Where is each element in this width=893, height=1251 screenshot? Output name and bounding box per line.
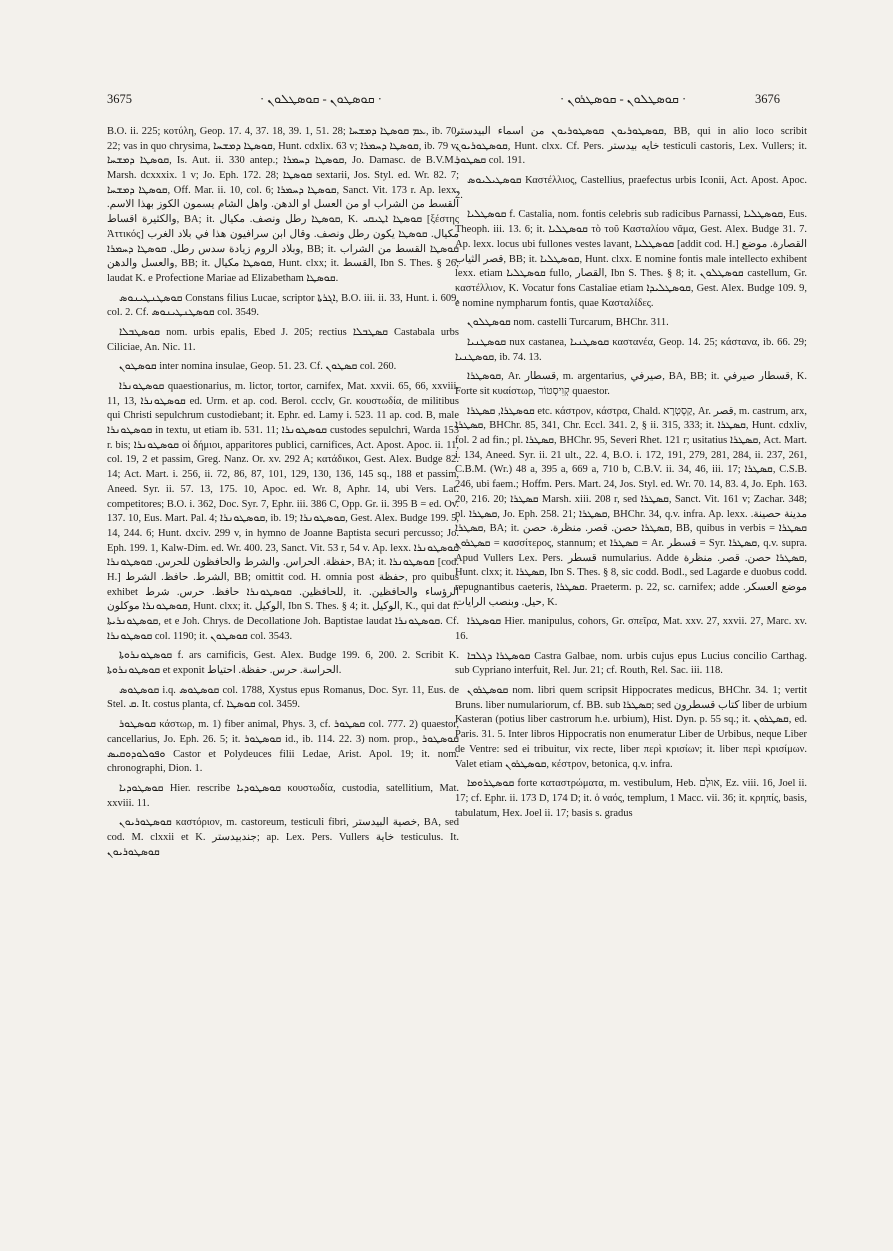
left-entry: ܩܘܣܛܢܛܝܢܘܣ Constans filius Lucae, scriptor ܐܓܪܬܐ, B.O. iii. ii. 33, Hunt. i. 609, col. 2. Cf. ܩܘܣܛܢܛܝܢܘܣ col. 3549.: [107, 292, 459, 319]
left-entry: ܩܘܣܛܘܕܝܐ Hier. rescribe ܩܘܣܛܘܕܝܐ κουστωδία, custodia, satellitium, Mat. xxviii. 11.: [107, 782, 459, 809]
left-entry: ܩܘܣܛܒܠܐ nom. urbis epalis, Ebed J. 205; rectius ܩܣܛܒܠܐ Castabala urbs Ciliciae, An. Nic. 11.: [107, 326, 459, 353]
left-entry: ܩܘܣܛܘܢܪܐ quaestionarius, m. lictor, tortor, carnifex, Mat. xxvii. 65, 66, xxviii. 11, 13, ܩܘܣܛܘܢܪܐ ed. Urm. et ap. cod. Berol. ccclv, Gr. κουστωδία, de militibus qui Christi sepulchrum custodiebant; it. Ephr. ed. Lamy i. 523. 11 ap. cod. B, male ܩܘܣܛܘܢܪܐ in textu, ut etiam ib. 531. 11; ܩܘܣܛܘܢܪܐ custodes sepulchri, Warda 153 r. bis; ܩܘܣܛܘܢܪܐ οἱ δήμιοι, apparitores publici, carnifices, Act. Apost. Apoc. ii. 11, col. 19, 2 et passim, Greg. Nanz. Or. xv. 292 A; κατάδικοι, Gest. Alex. Budge 82. 14; Act. Mart. i. 256, ii. 72, 86, 87, 101, 129, 130, 136, 145 sq., 188 et passim, Aneed. Syr. ii. 57. 13, 175. 10, Apoc. ed. Wr. 8, Aphr. 14, ubi Vers. Lat. competitores; B.O. i. 362, Doc. Syr. 7, Ephr. iii. 386 C, Opp. Gr. ii. 395 B = ed. Ov. 137. 10, Eus. Mart. Pal. 4; ܩܘܣܛܘܢܪܐ, ib. 19; ܩܘܣܛܘܢܪܐ, Gest. Alex. Budge 199. 5, 14, 244. 6; Hunt. dxciv. 299 v, in hymno de Joanne Baptista securi percusso; Jo. Eph. 199. 1, Kalw-Dim. ed. Wr. 400. 23, Sanct. Vit. 53 r, 54 v. Ap. lexx. ܩܘܣܛܘܢܪܐ حفظة. الحراس. والشرط والحافظون للحرس. ܩܘܣܛܘܢܪܐ, BA; it. ܩܘܣܛܘܢܪܐ [cod. H.] الشرط. حافظ. الشرط, BB; omittit cod. H. omnia post حفظة, pro quibus exhibet للحافظين. ܩܘܣܛܘܢܪܐ حافظ. حرس. شرط, it. الرؤساء والحافظين. ܩܘܣܛܘܢܪܐ موكلون, Hunt. clxx; it. الوكيل, Ibn S. Thes. § 4; it. الوكيل, K., qui dat f. ܩܘܣܛܘܢܪܝܬܐ, et e Joh. Chrys. de Decollatione Joh. Baptistae laudat ܩܘܣܛܘܢܪܐ. Cf. ܩܘܣܛܘܢܪܐ col. 1190; it. ܩܘܣܛܘܢ col. 3543.: [107, 381, 459, 642]
right-running-head: · ܩܘܣܛܠܘܢ - ܩܘܣܛܪܘܢ ·: [560, 92, 687, 106]
right-column: [455, 125, 807, 1225]
right-entry: ܩܘܣܛܠܝܐ f. Castalia, nom. fontis celebris sub radicibus Parnassi, ܩܘܣܛܠܝܐ, Eus. Theoph. iii. 13. 6; it. ܩܘܣܛܠܝܐ τὸ τοῦ Κασταλίου νᾶμα, Gest. Alex. Budge 31. 7. Ap. lexx. locus ubi fullones vestes lavant, ܩܘܣܛܠܝܐ [addit cod. H.] القصارة. موضع قصر الثياب, BB; it. ܩܘܣܛܠܝܐ, Hunt. clxx. E nomine fontis male intellecto exhibent lexx. etiam ܩܘܣܛܠܝܐ fullo, القصار, Ibn S. Thes. § 8; it. ܩܘܣܛܠܘܢ castellum, Gr. καστέλλιον, K. Vocatur fons Castaliae etiam ܩܘܣܛܠܝܕܐ, Gest. Alex. Budge 109. 9, e nomine nympharum fontis, quae Κασταλίδες.: [455, 209, 807, 309]
right-entry: ܩܘܣܛܪܐ, Ar. قسطار, m. argentarius, صيرفي, BA, BB; it. قسطار صيرفي, K. Forte sit κυαίστωρ, קְוִיסְטוֹר quaestor.: [455, 371, 807, 397]
right-entry: ܩܘܣܛܠܘܢ nom. castelli Turcarum, BHChr. 311.: [467, 317, 669, 329]
right-entry: ܩܘܣܛܝܠܝܘܣ Καστέλλιος, Castellius, praefectus urbis Iconii, Act. Apost. Apoc. 2.: [455, 175, 807, 201]
left-entry: ܩܘܣܛܘܣ i.q. ܩܘܣܛܘܣ col. 1788, Xystus epus Romanus, Doc. Syr. 11, Eus. de Stel. ܩ. It. costus planta, cf. ܩܘܣܛܐ col. 3459.: [107, 684, 459, 711]
right-entry: ܩܘܣܛܪܘܡܐ forte καταστρώματα, m. vestibulum, Heb. אוּלָם, Ez. viii. 16, Joel ii. 17; cf. Ephr. ii. 173 D, 174 D; it. ὁ ναός, templum, 1 Macc. vii. 36; it. κρηπίς, basis, tabulatum, Hex. Joel ii. 17; basis s. gradus: [455, 778, 807, 819]
right-page-number: 3676: [755, 92, 780, 106]
right-entry: ܩܘܣܛܘܪܝܘܢ ܩܘܣܛܘܪܝܘܢ من اسماء البيدستر, BB, qui in alio loco scribit ܩܘܣܛܘܪܝܘܢ, Hunt. clxx. Cf. Pers. خایه بیدستر testiculi castoris, Lex. Vullers; it. ܩܣܛܘܪ col. 191.: [455, 126, 807, 167]
right-entry: ܩܘܣܛܪܐ ܕܓܠܒܐ Castra Galbae, nom. urbis cujus epus Lucius concilio Carthag. sub Cypriano interfuit, Rel. Jur. 21; cf. Routh, Rel. Sac. iii. 118.: [455, 650, 807, 677]
left-entry: B.O. ii. 225; κοτύλη, Geop. 17. 4, 37. 18, 39. 1, 51. 28; ܥܡ ܩܘܣܛܐ ܕܡܫܚܐ, ib. 70. 22; vas in quo chrysima, ܩܘܣܛܐ ܕܡܫܚܐ, Hunt. cdxlix. 63 v; ܩܘܣܛܐ ܕܚܡܪܐ, ib. 79 v; ܩܘܣܛܐ ܕܡܫܚܐ, Is. Aut. ii. 330 antep.; ܩܘܣܛܐ ܕܚܡܪܐ, Jo. Damasc. de B.V.M., Marsh. dcxxxix. 1 v; Jo. Eph. 172. 28; ܩܘܣܛܐ sextarii, Jos. Styl. ed. Wr. 82. 7; ܩܘܣܛܐ ܕܡܫܚܐ, Off. Mar. ii. 10, col. 6; ܩܘܣܛܐ ܕܚܡܪܐ, Sanct. Vit. 173 r. Ap. lexx. القسط من الشراب او من العسل او الدهن. واهل الشام يسمون الكوز بهذا الاسم. والكثيرة اقساط, BA; it. ܩܘܣܛܐ رطل ونصف. مكيال, K. ܩܘܣܛܐ ܐܛܝܩܝ [ξέστης Ἀττικός] مكيال. ܩܘܣܛܐ يكون رطل ونصف. وقال ابن سرافيون هذا في بلاد الغرب وبلاد الروم زيادة سدس رطل. ܩܘܣܛܐ ܕܚܡܪܐ, BB; it. ܩܘܣܛܐ القسط من الشراب والعسل والدهن, BB; it. ܩܘܣܛܐ مكيال, Hunt. clxx; it. القسط, Ibn S. Thes. § 26; laudat K. e Profectione Mariae ad Elizabetham ܩܘܣܛܐ.: [107, 126, 459, 284]
right-entry: ܩܘܣܛܪܐ, ܩܣܛܪܐ etc. κάστρον, κάστρα, Chald. קַסְטְרָא, Ar. قصر, m. castrum, arx, ܩܣܛܪܐ, BHChr. 85, 341, Chr. Eccl. 341. 2, § ii. 315, 333; it. ܩܣܛܪܐ, Hunt. cdxliv, fol. 2 ad fin.; pl. ܩܣܛܪܐ, BHChr. 95, Severi Rhet. 121 r; usitatius ܩܣܛܪܐ, Act. Mart. i. 134, Aneed. Syr. ii. 21 ult., 22. 4, B.O. i. 172, 191, 279, 281, 284, ii. 237, 261, C.B.M. (Wr.) 48 a, 395 a, 669 a, 710 b, C.B.V. ii. 34, 46, iii. 17; ܩܣܛܪܐ, C.S.B. 246, ubi faem.; Hoffm. Pers. Mart. 24, Jos. Styl. ed. Wr. 70. 14, 83. 4, Jo. Eph. 163. 20, 216. 20; ܩܣܛܪܐ Marsh. xiii. 208 r, sed ܩܣܛܪܐ, Sanct. Vit. 161 v; Zachar. 348; pl. ܩܣܛܪܐ, Jo. Eph. 258. 21; ܩܣܛܪܐ, BHChr. 34, q.v. infra. Ap. lexx. مدينة حصينة. ܩܣܛܪܐ, BA; it. ܩܣܛܪܐ حصن. قصر. منظرة. حصن, BB, quibus in verbis ܩܣܛܪܐ = ܩܣܛܪܘܢ = κασσίτερος, stannum; et ܩܣܛܪܐ = Ar. قسطر = Syr. ܩܣܛܪܐ, q.v. supra. Apud Vullers Lex. Pers. قسطر numularius. Adde ܩܣܛܪܐ حصن. قصر. منظرة, Hunt. clxx; it. ܩܣܛܪܐ, Ibn S. Thes. § 8, sic codd. Bodl., sed Lagarde e duobus codd. repugnantibus caeteris, ܩܣܛܪܐ. Praeterm. p. 22, sc. carnifex; adde موضع العسكر. حيل. وبنصب الرايات, K.: [455, 405, 807, 608]
right-entry: ܩܘܣܛܢܝܐ nux castanea, ܩܘܣܛܢܝܐ καστανέα, Geop. 14. 25; κάστανα, ib. 66. 29; ܩܘܣܛܢܝܐ, ib. 74. 13.: [455, 336, 807, 363]
left-entry: ܩܘܣܛܘܢ inter nomina insulae, Geop. 51. 23. Cf. ܩܣܛܘܢ col. 260.: [119, 361, 397, 373]
left-entry: ܩܘܣܛܘܪ κάστωρ, m. 1) fiber animal, Phys. 3, cf. ܩܣܛܘܪ col. 777. 2) quaestor, cancellarius, Jo. Eph. 26. 5; it. ܩܘܣܛܘܪ id., ib. 114. 22. 3) nom. prop., ܩܘܣܛܘܪ ܘܦܘܠܘܕܘܩܝܣ Castor et Polydeuces filii Ledae, Arist. Apol. 19; it. nom. chronographi, Dion. 1.: [107, 719, 459, 775]
right-entry: ܩܘܣܛܪܘܢ nom. libri quem scripsit Hippocrates medicus, BHChr. 34. 1; vertit Bruns. liber numulariorum, cf. BB. sub ܩܣܛܪܐ; sed كتاب قسطرون liber de urbium Kasteran (potius liber castrorum h.e. urbium), Hist. Dyn. p. 55 sq.; it. ܩܣܛܪܘܢ, ed. Paris. 31. 5. Inter libros Hippocratis non enumeratur Liber de Urbibus, neque Liber de Ventre: sed ei tribuitur, vix recte, liber περὶ κρισίων; it. liber περὶ κρισίμων. Valet etiam ܩܘܣܛܪܘܢ, κέστρον, betonica, q.v. infra.: [455, 685, 807, 770]
left-page-number: 3675: [107, 92, 132, 106]
left-entry: ܩܘܣܛܘܢܪܘܬܐ f. ars carnificis, Gest. Alex. Budge 199. 6, 200. 2. Scribit K. ܩܘܣܛܘܢܪܘܬܐ et exponit الحراسة. حرس. حفظة. احتياط.: [107, 650, 459, 677]
right-entry: ܩܘܣܛܪܐ Hier. manipulus, cohors, Gr. σπεῖρα, Mat. xxv. 27, xxvii. 27, Marc. xv. 16.: [455, 616, 807, 642]
left-column: [107, 125, 459, 1225]
left-running-head: · ܩܘܣܛܘܢ - ܩܘܣܛܠܘܢ ·: [260, 92, 382, 106]
left-entry: ܩܘܣܛܘܪܝܘܢ καστόριον, m. castoreum, testiculi fibri, خصية البيدستر, BA, sed cod. M. clxxii et K. جندبيدستر; ap. Lex. Pers. Vullers خاية testiculus. It. ܩܘܣܛܘܪܝܘܢ: [107, 817, 459, 858]
